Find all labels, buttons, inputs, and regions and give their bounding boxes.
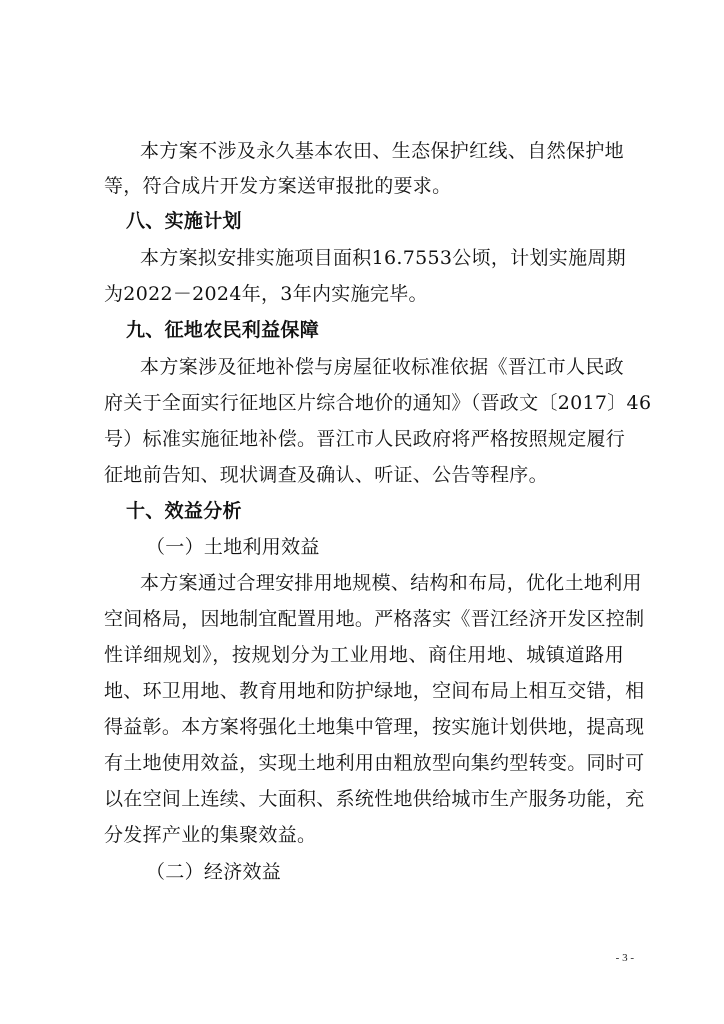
paragraph-line: 本方案涉及征地补偿与房屋征收标准依据《晋江市人民政 [140,356,624,378]
paragraph-line: 有土地使用效益，实现土地利用由粗放型向集约型转变。同时可 [104,752,645,774]
paragraph-line: 得益彰。本方案将强化土地集中管理，按实施计划供地，提高现 [104,716,645,738]
paragraph-line: 地、环卫用地、教育用地和防护绿地，空间布局上相互交错，相 [104,680,645,702]
paragraph-line: 性详细规划》，按规划分为工业用地、商住用地、城镇道路用 [104,644,624,666]
paragraph-line: 本方案不涉及永久基本农田、生态保护红线、自然保护地 [140,140,624,162]
subsection-heading-land-use: （一）土地利用效益 [146,536,320,558]
paragraph-line: 本方案拟安排实施项目面积16.7553公顷，计划实施周期 [140,247,626,269]
section-heading-farmer-benefits: 九、征地农民利益保障 [126,319,320,341]
paragraph-line: 为2022－2024年，3年内实施完毕。 [104,283,428,305]
paragraph-line: 本方案通过合理安排用地规模、结构和布局，优化土地利用 [140,572,642,594]
paragraph-line: 分发挥产业的集聚效益。 [104,824,317,846]
section-heading-benefit-analysis: 十、效益分析 [126,500,242,522]
page-number: - 3 - [615,952,634,964]
paragraph-line: 府关于全面实行征地区片综合地价的通知》（晋政文〔2017〕46 [104,392,652,414]
section-heading-implementation-plan: 八、实施计划 [126,210,242,232]
paragraph-line: 号）标准实施征地补偿。晋江市人民政府将严格按照规定履行 [104,428,626,450]
paragraph-line: 征地前告知、现状调查及确认、听证、公告等程序。 [104,464,548,486]
subsection-heading-economic: （二）经济效益 [146,861,282,883]
paragraph-line: 空间格局，因地制宜配置用地。严格落实《晋江经济开发区控制 [104,608,645,630]
paragraph-line: 等，符合成片开发方案送审报批的要求。 [104,175,452,197]
paragraph-line: 以在空间上连续、大面积、系统性地供给城市生产服务功能，充 [104,788,645,810]
